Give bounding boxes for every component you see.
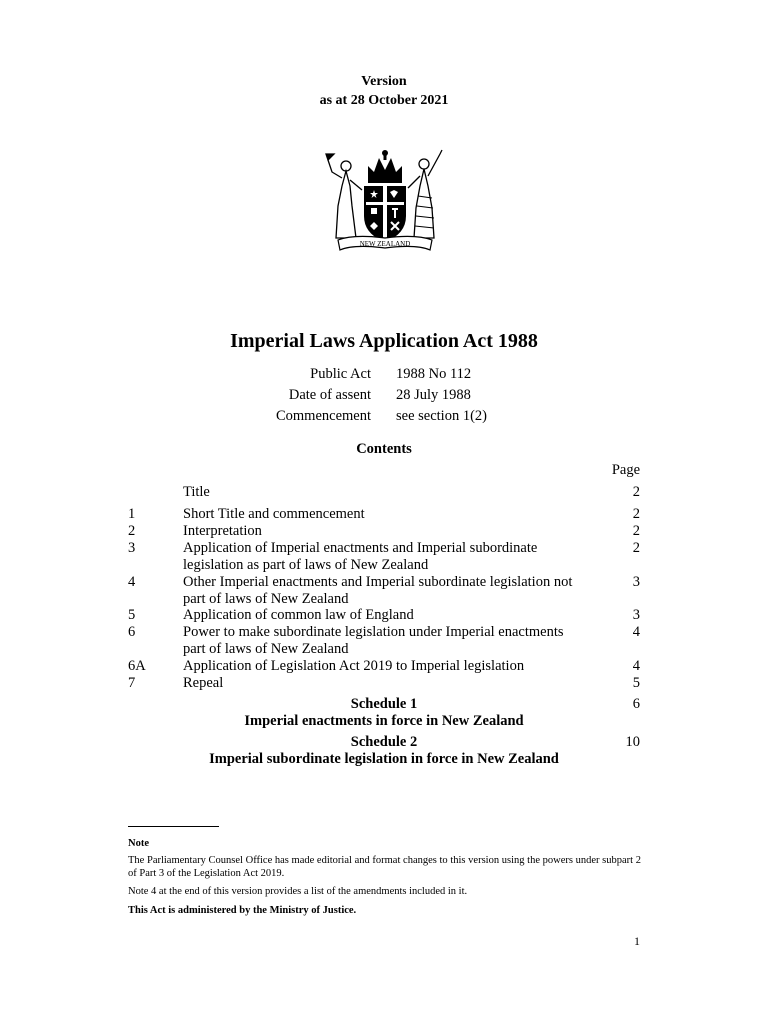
act-title: Imperial Laws Application Act 1988 — [230, 330, 538, 352]
section-number: 4 — [128, 574, 136, 590]
section-number: 7 — [128, 675, 136, 691]
coat-of-arms-logo — [324, 146, 446, 258]
page-column-heading: Page — [611, 462, 640, 478]
section-page: 4 — [632, 624, 640, 640]
schedule-2-label[interactable]: Schedule 2 — [350, 734, 418, 750]
meta-label: Public Act — [310, 366, 371, 382]
contents-heading: Contents — [356, 441, 412, 457]
section-number: 6A — [128, 658, 146, 674]
section-number: 1 — [128, 506, 136, 522]
section-page: 2 — [632, 484, 640, 500]
meta-label: Date of assent — [288, 387, 371, 403]
scroll-banner — [338, 236, 432, 250]
footnote-divider — [128, 826, 219, 827]
section-page: 5 — [632, 675, 640, 691]
section-page: 2 — [632, 540, 640, 556]
right-supporter-figure — [408, 150, 442, 238]
note-paragraph: Note 4 at the end of this version provides a list of the amendments included in it. — [128, 886, 468, 897]
section-title: Title — [183, 484, 210, 500]
section-title: Other Imperial enactments and Imperial subordinate legislation not part of laws of New Zealand — [183, 574, 573, 607]
section-title: Repeal — [183, 675, 224, 691]
note-heading: Note — [128, 838, 149, 849]
meta-value: see section 1(2) — [396, 408, 487, 424]
section-title: Application of common law of England — [183, 607, 414, 623]
section-title: Application of Imperial enactments and Imperial subordinate legislation as part of laws of New Zealand — [183, 540, 538, 573]
section-number: 2 — [128, 523, 136, 539]
section-number: 6 — [128, 624, 136, 640]
schedule-1-label[interactable]: Schedule 1 — [350, 696, 418, 712]
section-page: 2 — [632, 506, 640, 522]
section-title: Short Title and commencement — [183, 506, 365, 522]
version-label: Version — [361, 74, 407, 89]
schedule-2-title[interactable]: Imperial subordinate legislation in force in New Zealand — [209, 751, 559, 767]
section-page: 4 — [632, 658, 640, 674]
meta-value: 28 July 1988 — [396, 387, 471, 403]
left-supporter-figure — [326, 154, 362, 238]
section-title: Application of Legislation Act 2019 to Imperial legislation — [183, 658, 525, 674]
crown-icon — [368, 150, 402, 183]
section-page: 3 — [632, 607, 640, 623]
note-paragraph: The Parliamentary Counsel Office has made editorial and format changes to this version using the powers under subpart 2 of Part 3 of the Legislation Act 2019. — [128, 855, 641, 879]
meta-label: Commencement — [275, 408, 371, 424]
section-number: 5 — [128, 607, 136, 623]
schedule-1-page: 6 — [632, 696, 640, 712]
svg-text:NEW ZEALAND: NEW ZEALAND — [359, 240, 411, 248]
schedule-1-title[interactable]: Imperial enactments in force in New Zealand — [244, 713, 524, 729]
page-number: 1 — [634, 934, 640, 948]
section-title: Power to make subordinate legislation under Imperial enactments part of laws of New Zealand — [183, 624, 564, 657]
section-page: 3 — [632, 574, 640, 590]
shield-icon — [364, 186, 406, 242]
version-date: as at 28 October 2021 — [319, 93, 449, 108]
section-page: 2 — [632, 523, 640, 539]
schedule-2-page: 10 — [625, 734, 640, 750]
administration-note: This Act is administered by the Ministry of Justice. — [128, 905, 357, 916]
meta-value: 1988 No 112 — [396, 366, 472, 382]
section-title: Interpretation — [183, 523, 262, 539]
section-number: 3 — [128, 540, 136, 556]
